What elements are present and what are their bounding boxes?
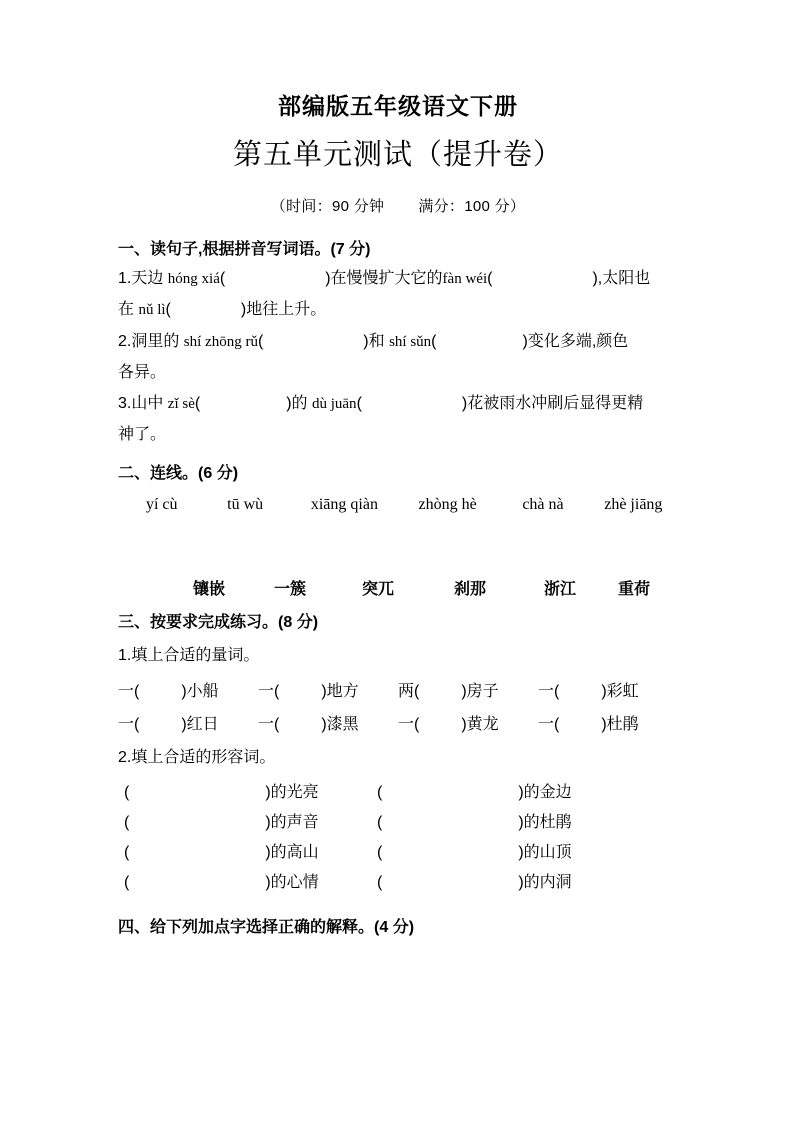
meta-time-value: 90 分钟 bbox=[331, 197, 385, 215]
adjective-close-paren: )的 bbox=[265, 783, 287, 801]
adjective-open-paren: ( bbox=[124, 813, 130, 831]
adjective-item bbox=[377, 875, 630, 891]
measure-word-noun: 杜鹃 bbox=[606, 715, 639, 733]
adjective-close-paren: )的 bbox=[518, 843, 540, 861]
section-two-score: (6 分) bbox=[198, 465, 239, 483]
measure-word-item bbox=[118, 678, 258, 701]
adjective-open-paren: ( bbox=[124, 843, 130, 861]
q2-text-c: 变化多端,颜色 bbox=[527, 332, 629, 350]
measure-word-row bbox=[118, 711, 678, 734]
meta-fullscore-value: 100 分 bbox=[464, 197, 510, 215]
adjective-item bbox=[377, 815, 630, 831]
measure-word-noun: 彩虹 bbox=[606, 682, 639, 700]
adjective-open-paren: ( bbox=[124, 783, 130, 801]
adjective-close-paren: )的 bbox=[518, 873, 540, 891]
q2-pinyin-shisun: shí sǔn bbox=[389, 333, 432, 350]
adjective-noun: 声音 bbox=[286, 813, 319, 831]
paper-content bbox=[118, 0, 678, 937]
matching-pinyin-row bbox=[118, 496, 678, 514]
q2-text-b: 和 bbox=[368, 332, 390, 350]
adjective-grid bbox=[118, 778, 678, 898]
adjective-open-paren: ( bbox=[124, 873, 130, 891]
measure-word-prefix: 一( bbox=[258, 715, 280, 733]
measure-word-item bbox=[398, 711, 538, 734]
q3-text-d: 神了。 bbox=[118, 426, 167, 444]
match-pinyin-item[interactable]: chà nà bbox=[522, 495, 564, 513]
match-pinyin-item[interactable]: tū wù bbox=[227, 495, 264, 513]
exam-meta-line bbox=[118, 173, 678, 216]
measure-word-prefix: 一( bbox=[398, 715, 420, 733]
section-one-heading bbox=[118, 240, 678, 259]
q1-text-d: 在 bbox=[118, 301, 139, 319]
subquestion-adjectives-label: 2.填上合适的形容词。 bbox=[118, 748, 276, 766]
measure-word-noun: 黄龙 bbox=[466, 715, 499, 733]
match-pinyin-item[interactable]: xiāng qiàn bbox=[310, 495, 378, 513]
measure-word-prefix: 一( bbox=[538, 715, 560, 733]
measure-word-close: ) bbox=[601, 682, 607, 700]
section-two-heading bbox=[118, 464, 678, 483]
q3-text-b: 的 bbox=[291, 394, 312, 412]
adjective-noun: 内洞 bbox=[539, 873, 572, 891]
measure-word-close: ) bbox=[461, 682, 467, 700]
meta-close-paren: ） bbox=[509, 197, 526, 215]
measure-word-noun: 地方 bbox=[326, 682, 359, 700]
section-three-heading bbox=[118, 613, 678, 632]
q1-pinyin-nuli: nǔ lì bbox=[138, 302, 166, 319]
adjective-noun: 山顶 bbox=[539, 843, 572, 861]
adjective-row bbox=[118, 868, 678, 898]
adjective-close-paren: )的 bbox=[265, 873, 287, 891]
adjective-item bbox=[377, 785, 630, 801]
q3-pinyin-dujuan: dù juān bbox=[311, 395, 357, 412]
section-one-title: 一、读句子,根据拼音写词语。 bbox=[118, 240, 331, 258]
measure-word-item bbox=[258, 711, 398, 734]
adjective-open-paren: ( bbox=[377, 873, 383, 891]
match-hanzi-item[interactable]: 镶嵌 bbox=[192, 580, 225, 598]
section-four-heading bbox=[118, 918, 678, 937]
section-three-score: (8 分) bbox=[278, 613, 319, 631]
section-three bbox=[118, 613, 678, 898]
adjective-item bbox=[124, 815, 377, 831]
q3-pinyin-zise: zǐ sè bbox=[167, 395, 195, 412]
measure-word-prefix: 一( bbox=[118, 715, 140, 733]
q1-text-e: 地往上升。 bbox=[246, 301, 327, 319]
q3-text-c: 花被雨水冲刷后显得更精 bbox=[467, 394, 644, 412]
measure-word-item bbox=[258, 678, 398, 701]
question-1-2: 2.洞里的 shí zhōng rǔ( )和 shí sǔn( )变化多端,颜色 bbox=[118, 332, 629, 350]
adjective-close-paren: )的 bbox=[518, 813, 540, 831]
measure-word-prefix: 一( bbox=[258, 682, 280, 700]
measure-word-close: ) bbox=[181, 715, 187, 733]
measure-word-item bbox=[118, 711, 258, 734]
subquestion-measure-words-label: 1.填上合适的量词。 bbox=[118, 646, 260, 664]
measure-word-close: ) bbox=[461, 715, 467, 733]
adjective-item bbox=[124, 785, 377, 801]
measure-word-prefix: 一( bbox=[538, 682, 560, 700]
measure-word-noun: 小船 bbox=[186, 682, 219, 700]
adjective-item bbox=[377, 845, 630, 861]
measure-word-noun: 漆黑 bbox=[326, 715, 359, 733]
measure-word-prefix: 一( bbox=[118, 682, 140, 700]
q1-text-c: ,太阳也 bbox=[597, 270, 651, 288]
matching-hanzi-row bbox=[118, 576, 678, 599]
adjective-item bbox=[124, 875, 377, 891]
adjective-open-paren: ( bbox=[377, 843, 383, 861]
section-four bbox=[118, 918, 678, 937]
q2-text-d: 各异。 bbox=[118, 363, 167, 381]
match-pinyin-item[interactable]: zhòng hè bbox=[418, 495, 477, 513]
meta-time-label: （时间： bbox=[270, 197, 332, 215]
section-four-score: (4 分) bbox=[374, 918, 415, 936]
adjective-close-paren: )的 bbox=[518, 783, 540, 801]
section-two bbox=[118, 464, 678, 598]
adjective-open-paren: ( bbox=[377, 813, 383, 831]
adjective-close-paren: )的 bbox=[265, 813, 287, 831]
q1-text-b: 在慢慢扩大它的 bbox=[330, 270, 443, 288]
adjective-item bbox=[124, 845, 377, 861]
adjective-noun: 杜鹃 bbox=[539, 813, 572, 831]
adjective-noun: 高山 bbox=[286, 843, 319, 861]
section-one bbox=[118, 240, 678, 451]
adjective-open-paren: ( bbox=[377, 783, 383, 801]
question-1-1: 1.天边 hóng xiá( )在慢慢扩大它的fàn wéi( ),太阳也 bbox=[118, 270, 651, 288]
question-1-1-cont: 在 nǔ lì( )地往上升。 bbox=[118, 301, 327, 319]
measure-word-close: ) bbox=[321, 715, 327, 733]
adjective-row bbox=[118, 808, 678, 838]
adjective-noun: 心情 bbox=[286, 873, 319, 891]
adjective-row bbox=[118, 778, 678, 808]
section-four-title: 四、给下列加点字选择正确的解释。 bbox=[118, 918, 375, 936]
match-hanzi-item[interactable]: 刹那 bbox=[453, 580, 486, 598]
match-pinyin-item[interactable]: zhè jiāng bbox=[604, 495, 663, 513]
q1-text-a: 1.天边 bbox=[118, 270, 168, 288]
match-hanzi-item[interactable]: 一簇 bbox=[273, 580, 306, 598]
match-pinyin-item[interactable]: yí cù bbox=[145, 495, 178, 513]
q1-pinyin-hongxia: hóng xiá bbox=[167, 271, 220, 288]
match-hanzi-item[interactable]: 重荷 bbox=[617, 580, 650, 598]
section-two-title: 二、连线。 bbox=[118, 465, 199, 483]
q2-pinyin-shizhongru: shí zhōng rǔ bbox=[183, 333, 258, 350]
measure-word-item bbox=[398, 678, 538, 701]
adjective-noun: 光亮 bbox=[286, 783, 319, 801]
question-1-3-cont bbox=[118, 419, 678, 450]
meta-fullscore-label: 满分： bbox=[418, 197, 465, 215]
measure-word-noun: 房子 bbox=[466, 682, 499, 700]
adjective-row bbox=[118, 838, 678, 868]
match-hanzi-item[interactable]: 突兀 bbox=[361, 580, 394, 598]
measure-word-item bbox=[538, 711, 678, 734]
adjective-close-paren: )的 bbox=[265, 843, 287, 861]
q1-pinyin-fanwei: fàn wéi bbox=[442, 271, 488, 288]
measure-word-row bbox=[118, 678, 678, 701]
match-hanzi-item[interactable]: 浙江 bbox=[543, 580, 576, 598]
page-subtitle: 第五单元测试（提升卷） bbox=[232, 138, 563, 171]
q2-text-a: 2.洞里的 bbox=[118, 332, 184, 350]
section-one-score: (7 分) bbox=[330, 240, 371, 258]
adjective-noun: 金边 bbox=[539, 783, 572, 801]
question-1-2-cont bbox=[118, 357, 678, 388]
page-title: 部编版五年级语文下册 bbox=[278, 93, 518, 119]
question-1-3: 3.山中 zǐ sè( )的 dù juān( )花被雨水冲刷后显得更精 bbox=[118, 394, 644, 412]
measure-word-noun: 红日 bbox=[186, 715, 219, 733]
section-three-title: 三、按要求完成练习。 bbox=[118, 613, 279, 631]
measure-word-prefix: 两( bbox=[398, 682, 420, 700]
measure-word-close: ) bbox=[181, 682, 187, 700]
measure-word-item bbox=[538, 678, 678, 701]
measure-word-close: ) bbox=[601, 715, 607, 733]
measure-word-close: ) bbox=[321, 682, 327, 700]
q3-text-a: 3.山中 bbox=[118, 394, 168, 412]
